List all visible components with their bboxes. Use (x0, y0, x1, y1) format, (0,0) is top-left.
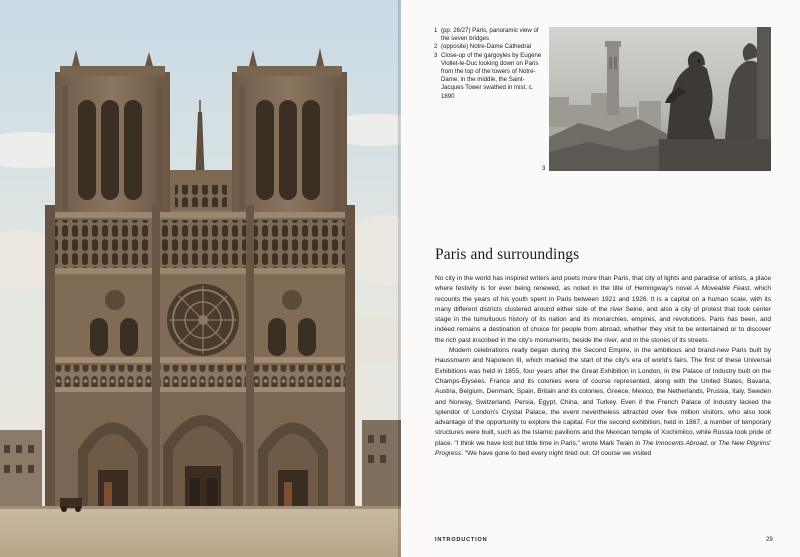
text-run: No city in the world has inspired writers and poets more than Paris, that city of lights and paradise of artists, a place where festivity is for ever being renewed, as noted in the title of Hemingway's novel (435, 275, 771, 293)
caption-1 (434, 27, 542, 43)
text-run: , or (706, 439, 719, 447)
paragraph-2 (435, 346, 771, 459)
text-run: . "We have gone to bed every night tired out. Of course we visited (461, 450, 652, 458)
caption-3 (434, 52, 542, 101)
gargoyles-photo (549, 27, 771, 171)
book-title: The New Pilgrims' Progress (435, 439, 772, 458)
caption-text: Close-up of the gargoyles by Eugène Viollet-le-Duc looking down on Paris from the top of the towers of Notre-Dame; in the middle, the Saint-Jacques Tower swathed in mist, c. 1890 (441, 51, 542, 100)
caption-number: 1 (434, 27, 438, 34)
running-footer-section: INTRODUCTION (435, 537, 488, 543)
text-page (401, 0, 800, 557)
article-body (435, 274, 771, 459)
caption-number: 2 (434, 43, 438, 51)
caption-text: (pp. 26/27) Paris, panoramic view of the seven bridges (441, 27, 539, 43)
book-title: A Moveable Feast (694, 285, 750, 293)
page-number: 29 (766, 537, 773, 543)
paragraph-1 (435, 274, 771, 346)
text-run: , which recounts the years of his youth spent in Paris between 1921 and 1926. It is a capital on a human scale, with its many different districts clustered around either side of the river Seine, and also a city of protest that took center stage in the tumultuous history of its nation and its monarchies, empires, and revolutions. Paris has been, and indeed remains a destination of choice for people from abroad, whether they visit to be entertained or to discover the rich past inscribed in the city's monuments, beside the river, and in the stones of its streets. (435, 285, 771, 344)
caption-2 (434, 43, 542, 51)
text-run: Modern celebrations really began during the Second Empire, in the ambitious and brand-new Paris built by Haussmann and Napoleon III, which marked the start of the city's era of world's fairs. The first of these Universal Exhibitions was held in 1855, four years after the Great Exhibition in London, in the Palace of Industry built on the Champs-Élysées. France and its colonies were of course represented, along with the United States, Bavaria, Austria, Belgium, Denmark, Spain, Britain and its colonies, Greece, Mexico, the Netherlands, Prussia, Italy, Sweden and Norway, Switzerland, Persia, Egypt, China, and Turkey. Even if the French Palace of Industry lacked the splendor of London's Crystal Palace, the event nevertheless attracted over five million visitors, who also took advantage of the opportunity to explore the capital. For the second exhibition, held in 1867, a number of temporary structures were built, such as the Islamic pavilions and the Mexican temple of Xochimilco, while Russia took pride of place. "I think we have lost but little time in Paris," wrote Mark Twain in (435, 347, 771, 447)
gargoyles-illustration (549, 27, 771, 171)
photo-number: 3 (542, 166, 546, 172)
photo-captions (434, 27, 542, 101)
caption-number: 3 (434, 51, 438, 59)
book-title: The Innocents Abroad (642, 439, 707, 447)
caption-text: (opposite) Notre-Dame Cathedral (441, 43, 532, 51)
section-heading: Paris and surroundings (435, 246, 580, 263)
